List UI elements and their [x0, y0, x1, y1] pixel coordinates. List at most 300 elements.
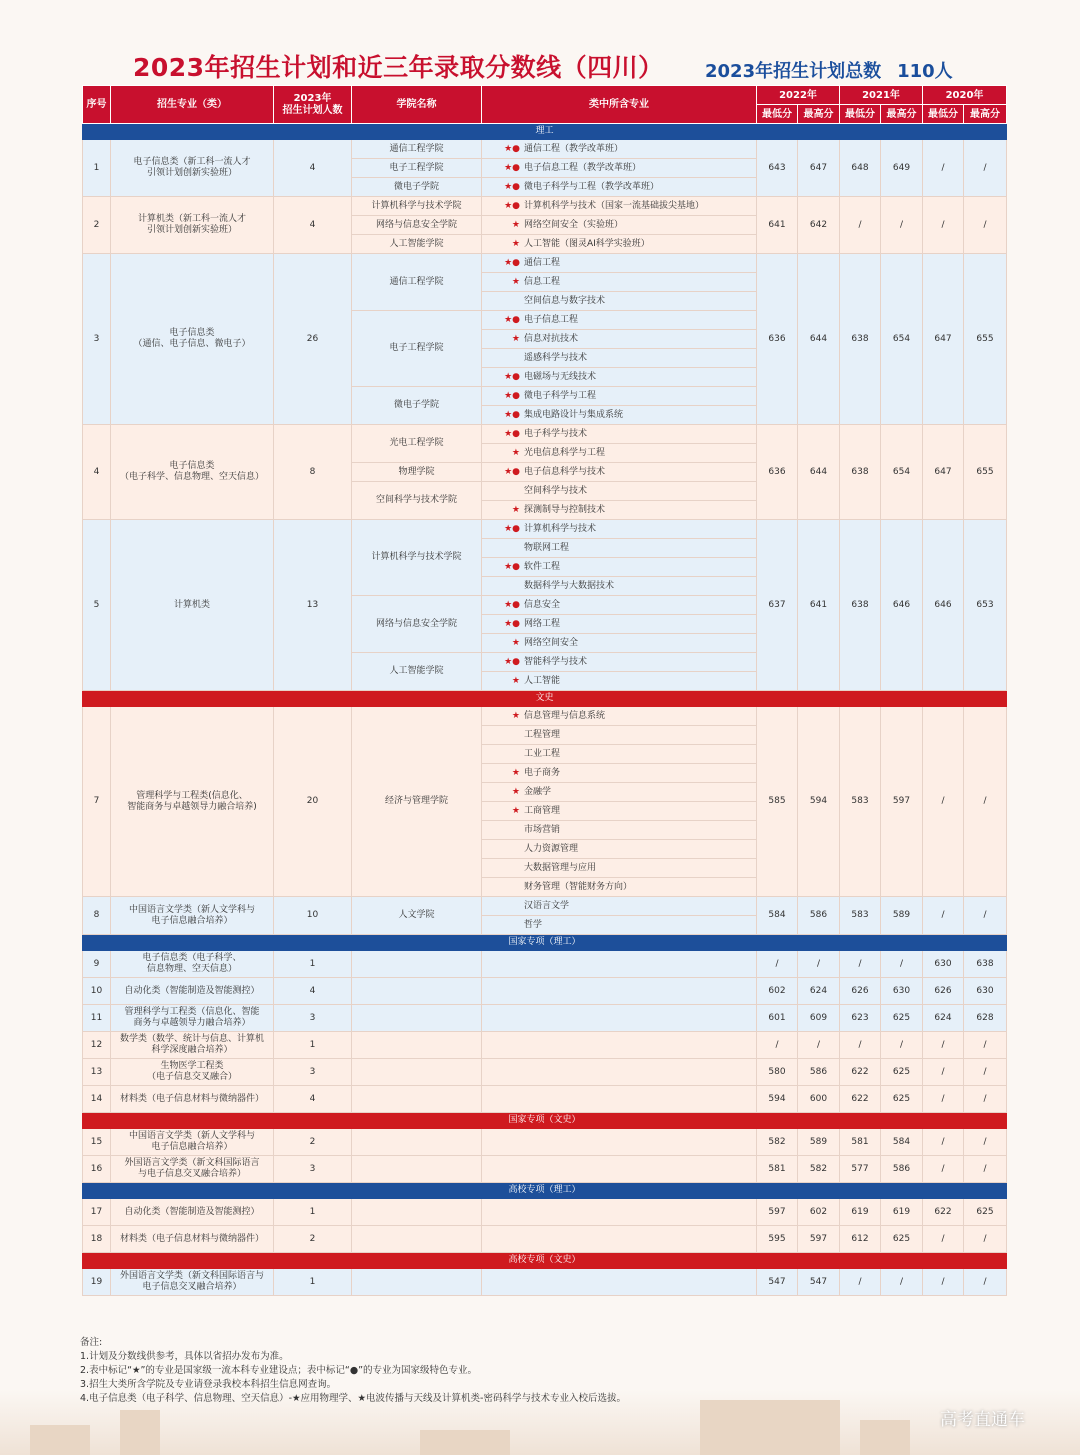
cell-score: / [881, 951, 923, 978]
cell-score: / [881, 197, 923, 254]
cell-score: / [923, 197, 964, 254]
cell-score: / [923, 897, 964, 935]
cell-score: 622 [923, 1199, 964, 1226]
cell-sub-major [482, 764, 757, 783]
header-min: 最低分 [757, 105, 798, 124]
table-row [83, 1269, 1007, 1296]
cell-score: 628 [964, 1005, 1007, 1032]
cell-college: 计算机科学与技术学院 [352, 520, 482, 596]
table-row [83, 951, 1007, 978]
cell-score: 630 [964, 978, 1007, 1005]
cell-score: 638 [964, 951, 1007, 978]
cell-score: 594 [798, 707, 840, 897]
cell-score: / [757, 951, 798, 978]
cell-score: / [964, 1226, 1007, 1253]
cell-score: / [798, 951, 840, 978]
cell-college [352, 1005, 482, 1032]
cell-score: 602 [757, 978, 798, 1005]
cell-score: / [923, 140, 964, 197]
cell-college [352, 1156, 482, 1183]
cell-score: 584 [757, 897, 798, 935]
cell-plan: 1 [274, 1199, 352, 1226]
cell-major: 自动化类（智能制造及智能测控） [111, 1199, 274, 1226]
table-row [83, 897, 1007, 916]
cell-college: 物理学院 [352, 463, 482, 482]
cell-score: 642 [798, 197, 840, 254]
cell-plan: 20 [274, 707, 352, 897]
cell-score: 581 [757, 1156, 798, 1183]
section-header: 高校专项（理工） [83, 1183, 1007, 1199]
sub-major-name: 计算机科学与技术 [524, 523, 597, 534]
rank-marker-icon: ★● [504, 618, 520, 629]
cell-score: 624 [798, 978, 840, 1005]
cell-score: / [964, 1156, 1007, 1183]
cell-score: / [840, 951, 881, 978]
rank-marker-icon: ★● [504, 409, 520, 420]
cell-score: / [798, 1032, 840, 1059]
cell-no: 9 [83, 951, 111, 978]
cell-major: 计算机类 [111, 520, 274, 691]
cell-sub-major [482, 349, 757, 368]
cell-college: 网络与信息安全学院 [352, 216, 482, 235]
sub-major-name: 计算机科学与技术（国家一流基础拔尖基地） [524, 200, 705, 211]
rank-marker-icon: ★● [504, 200, 520, 211]
cell-no: 15 [83, 1129, 111, 1156]
rank-marker-icon: ★● [504, 599, 520, 610]
cell-major: 自动化类（智能制造及智能测控） [111, 978, 274, 1005]
sub-major-name: 探测制导与控制技术 [524, 504, 606, 515]
sub-major-name: 空间科学与技术 [524, 485, 588, 496]
cell-sub-major [482, 726, 757, 745]
sub-major-name: 大数据管理与应用 [524, 862, 597, 873]
table-row [83, 140, 1007, 159]
cell-score: 623 [840, 1005, 881, 1032]
cell-plan: 1 [274, 1269, 352, 1296]
cell-plan: 4 [274, 978, 352, 1005]
sub-major-name: 财务管理（智能财务方向） [524, 881, 633, 892]
rank-marker-icon: ★● [504, 162, 520, 173]
table-row [83, 1199, 1007, 1226]
cell-score: / [923, 1269, 964, 1296]
sub-major-name: 电子信息科学与技术 [524, 466, 606, 477]
cell-sub-major [482, 197, 757, 216]
rank-marker-icon: ★● [504, 466, 520, 477]
cell-plan: 13 [274, 520, 352, 691]
cell-college [352, 1032, 482, 1059]
rank-marker-icon: ★● [504, 314, 520, 325]
cell-sub-major [482, 1086, 757, 1113]
cell-no: 8 [83, 897, 111, 935]
cell-score: 583 [840, 707, 881, 897]
sub-major-name: 物联网工程 [524, 542, 570, 553]
cell-plan: 1 [274, 951, 352, 978]
rank-marker-icon: ★ [511, 710, 520, 721]
cell-score: 644 [798, 254, 840, 425]
cell-sub-major [482, 216, 757, 235]
cell-college: 人工智能学院 [352, 235, 482, 254]
cell-major: 数学类（数学、统计与信息、计算机 科学深度融合培养） [111, 1032, 274, 1059]
sub-major-name: 信息安全 [524, 599, 561, 610]
cell-score: / [923, 1226, 964, 1253]
cell-major: 中国语言文学类（新人文学科与 电子信息融合培养） [111, 1129, 274, 1156]
cell-sub-major [482, 178, 757, 197]
table-row [83, 1156, 1007, 1183]
cell-major: 电子信息类（电子科学、 信息物理、空天信息） [111, 951, 274, 978]
rank-marker-icon: ★● [504, 561, 520, 572]
cell-college [352, 1086, 482, 1113]
building-decoration [700, 1400, 840, 1455]
cell-score: 648 [840, 140, 881, 197]
rank-marker-icon: ★ [511, 276, 520, 287]
cell-score: 630 [881, 978, 923, 1005]
cell-score: 597 [757, 1199, 798, 1226]
cell-score: 653 [964, 520, 1007, 691]
sub-major-name: 信息工程 [524, 276, 561, 287]
cell-sub-major [482, 634, 757, 653]
header-max: 最高分 [798, 105, 840, 124]
header-min: 最低分 [923, 105, 964, 124]
cell-score: / [923, 1059, 964, 1086]
rank-marker-icon: ★● [504, 390, 520, 401]
cell-major: 管理科学与工程类（信息化、智能 商务与卓越领导力融合培养） [111, 1005, 274, 1032]
header-2021: 2021年 [840, 86, 923, 105]
rank-marker-icon: ★ [511, 238, 520, 249]
cell-sub-major [482, 707, 757, 726]
cell-score: 609 [798, 1005, 840, 1032]
cell-plan: 4 [274, 1086, 352, 1113]
note-line: 3.招生大类所含学院及专业请登录我校本科招生信息网查询。 [80, 1379, 337, 1390]
cell-plan: 2 [274, 1129, 352, 1156]
page-title: 2023年招生计划和近三年录取分数线（四川） [133, 53, 664, 82]
cell-sub-major [482, 840, 757, 859]
cell-score: 577 [840, 1156, 881, 1183]
rank-marker-icon: ★ [511, 447, 520, 458]
cell-score: / [964, 1269, 1007, 1296]
cell-sub-major [482, 1226, 757, 1253]
cell-college: 电子工程学院 [352, 311, 482, 387]
cell-score: / [881, 1032, 923, 1059]
cell-sub-major [482, 140, 757, 159]
sub-major-name: 人工智能（图灵AI科学实验班） [524, 238, 650, 249]
cell-score: 643 [757, 140, 798, 197]
cell-sub-major [482, 520, 757, 539]
table-row [83, 978, 1007, 1005]
cell-sub-major [482, 745, 757, 764]
cell-college [352, 978, 482, 1005]
section-header: 国家专项（文史） [83, 1113, 1007, 1129]
sub-major-name: 微电子科学与工程（教学改革班） [524, 181, 660, 192]
cell-sub-major [482, 1129, 757, 1156]
rank-marker-icon: ★● [504, 371, 520, 382]
header-sub: 类中所含专业 [482, 86, 757, 124]
rank-marker-icon: ★ [511, 786, 520, 797]
sub-major-name: 集成电路设计与集成系统 [524, 409, 624, 420]
cell-no: 4 [83, 425, 111, 520]
cell-sub-major [482, 292, 757, 311]
cell-college: 人工智能学院 [352, 653, 482, 691]
table-row [83, 520, 1007, 539]
rank-marker-icon: ★● [504, 523, 520, 534]
cell-score: 636 [757, 254, 798, 425]
sub-major-name: 智能科学与技术 [524, 656, 588, 667]
sub-major-name: 光电信息科学与工程 [524, 447, 606, 458]
cell-sub-major [482, 1269, 757, 1296]
cell-college [352, 1199, 482, 1226]
rank-marker-icon: ★● [504, 181, 520, 192]
cell-sub-major [482, 444, 757, 463]
sub-major-name: 金融学 [524, 786, 552, 797]
cell-no: 10 [83, 978, 111, 1005]
cell-plan: 3 [274, 1005, 352, 1032]
cell-score: 583 [840, 897, 881, 935]
cell-score: / [964, 140, 1007, 197]
cell-score: 625 [881, 1005, 923, 1032]
sub-major-name: 工程管理 [524, 729, 561, 740]
cell-score: 626 [840, 978, 881, 1005]
cell-score: 584 [881, 1129, 923, 1156]
cell-score: / [923, 1086, 964, 1113]
cell-score: / [840, 197, 881, 254]
rank-marker-icon: ★ [511, 675, 520, 686]
cell-sub-major [482, 235, 757, 254]
cell-college [352, 1269, 482, 1296]
building-decoration [420, 1430, 510, 1455]
cell-college: 计算机科学与技术学院 [352, 197, 482, 216]
cell-college [352, 1059, 482, 1086]
notes [80, 1336, 980, 1406]
cell-major: 计算机类（新工科一流人才 引领计划创新实验班） [111, 197, 274, 254]
cell-sub-major [482, 1156, 757, 1183]
plan-total [705, 57, 953, 83]
cell-score: / [964, 197, 1007, 254]
note-line: 1.计划及分数线供参考，具体以省招办发布为准。 [80, 1351, 289, 1362]
cell-no: 12 [83, 1032, 111, 1059]
cell-score: 586 [881, 1156, 923, 1183]
cell-sub-major [482, 951, 757, 978]
admission-table [82, 85, 1007, 1296]
cell-score: 582 [798, 1156, 840, 1183]
sub-major-name: 电子信息工程（教学改革班） [524, 162, 642, 173]
sub-major-name: 信息对抗技术 [524, 333, 579, 344]
cell-score: 619 [840, 1199, 881, 1226]
cell-sub-major [482, 916, 757, 935]
cell-score: 594 [757, 1086, 798, 1113]
cell-score: 612 [840, 1226, 881, 1253]
cell-major: 生物医学工程类 （电子信息交叉融合） [111, 1059, 274, 1086]
rank-marker-icon: ★ [511, 219, 520, 230]
cell-sub-major [482, 615, 757, 634]
sub-major-name: 遥感科学与技术 [524, 352, 588, 363]
cell-sub-major [482, 672, 757, 691]
cell-plan: 3 [274, 1156, 352, 1183]
cell-sub-major [482, 482, 757, 501]
cell-score: 585 [757, 707, 798, 897]
header-max: 最高分 [881, 105, 923, 124]
cell-college [352, 1129, 482, 1156]
watermark: 高考直通车 [940, 1410, 1025, 1430]
cell-sub-major [482, 539, 757, 558]
cell-score: 600 [798, 1086, 840, 1113]
table-row [83, 1226, 1007, 1253]
cell-sub-major [482, 387, 757, 406]
cell-score: 638 [840, 520, 881, 691]
header-min: 最低分 [840, 105, 881, 124]
rank-marker-icon: ★ [511, 805, 520, 816]
cell-no: 7 [83, 707, 111, 897]
cell-score: 655 [964, 254, 1007, 425]
cell-major: 外国语言文学类（新文科国际语言 与电子信息交叉融合培养） [111, 1156, 274, 1183]
cell-score: 625 [881, 1059, 923, 1086]
plan-total-value: 110人 [897, 61, 953, 82]
cell-score: 647 [923, 425, 964, 520]
cell-plan: 4 [274, 197, 352, 254]
cell-score: 641 [798, 520, 840, 691]
cell-score: 597 [798, 1226, 840, 1253]
cell-college: 网络与信息安全学院 [352, 596, 482, 653]
cell-major: 管理科学与工程类(信息化、 智能商务与卓越领导力融合培养) [111, 707, 274, 897]
cell-score: 601 [757, 1005, 798, 1032]
cell-score: 637 [757, 520, 798, 691]
cell-no: 17 [83, 1199, 111, 1226]
cell-college: 通信工程学院 [352, 140, 482, 159]
cell-sub-major [482, 159, 757, 178]
cell-score: 636 [757, 425, 798, 520]
cell-sub-major [482, 406, 757, 425]
sub-major-name: 电磁场与无线技术 [524, 371, 597, 382]
cell-college: 人文学院 [352, 897, 482, 935]
cell-score: 638 [840, 254, 881, 425]
cell-sub-major [482, 802, 757, 821]
cell-sub-major [482, 368, 757, 387]
cell-no: 19 [83, 1269, 111, 1296]
cell-no: 18 [83, 1226, 111, 1253]
cell-score: 644 [798, 425, 840, 520]
sub-major-name: 网络工程 [524, 618, 561, 629]
cell-score: 586 [798, 897, 840, 935]
header-plan: 2023年 招生计划人数 [274, 86, 352, 124]
note-line: 备注: [80, 1337, 103, 1348]
cell-score: 624 [923, 1005, 964, 1032]
cell-score: / [923, 1032, 964, 1059]
cell-score: 589 [881, 897, 923, 935]
cell-college [352, 1226, 482, 1253]
note-line: 4.电子信息类（电子科学、信息物理、空天信息）-★应用物理学、★电波传播与天线及计算机类-密码科学与技术专业入校后选拔。 [80, 1393, 626, 1404]
cell-score: 602 [798, 1199, 840, 1226]
cell-no: 1 [83, 140, 111, 197]
rank-marker-icon: ★● [504, 656, 520, 667]
cell-score: 654 [881, 425, 923, 520]
cell-score: 638 [840, 425, 881, 520]
cell-college [352, 951, 482, 978]
cell-score: / [964, 897, 1007, 935]
sub-major-name: 空间信息与数字技术 [524, 295, 606, 306]
section-header: 高校专项（文史） [83, 1253, 1007, 1269]
cell-sub-major [482, 577, 757, 596]
cell-sub-major [482, 897, 757, 916]
cell-major: 材料类（电子信息材料与微纳器件） [111, 1226, 274, 1253]
table-row [83, 707, 1007, 726]
cell-score: 646 [923, 520, 964, 691]
cell-score: 626 [923, 978, 964, 1005]
cell-score: 625 [881, 1086, 923, 1113]
sub-major-name: 信息管理与信息系统 [524, 710, 606, 721]
cell-no: 16 [83, 1156, 111, 1183]
cell-college: 光电工程学院 [352, 425, 482, 463]
table-row [83, 1086, 1007, 1113]
cell-score: 619 [881, 1199, 923, 1226]
sub-major-name: 汉语言文学 [524, 900, 570, 911]
header-2022: 2022年 [757, 86, 840, 105]
cell-college: 微电子学院 [352, 387, 482, 425]
section-header: 文史 [83, 691, 1007, 707]
cell-score: / [923, 1129, 964, 1156]
cell-score: 641 [757, 197, 798, 254]
cell-score: 625 [881, 1226, 923, 1253]
section-header: 国家专项（理工） [83, 935, 1007, 951]
header-major: 招生专业（类） [111, 86, 274, 124]
cell-plan: 1 [274, 1032, 352, 1059]
cell-sub-major [482, 878, 757, 897]
sub-major-name: 数据科学与大数据技术 [524, 580, 615, 591]
header-college: 学院名称 [352, 86, 482, 124]
cell-score: 595 [757, 1226, 798, 1253]
cell-college: 经济与管理学院 [352, 707, 482, 897]
cell-score: 647 [798, 140, 840, 197]
rank-marker-icon: ★ [511, 504, 520, 515]
cell-sub-major [482, 273, 757, 292]
sub-major-name: 工业工程 [524, 748, 561, 759]
cell-score: 547 [757, 1269, 798, 1296]
cell-sub-major [482, 783, 757, 802]
cell-no: 2 [83, 197, 111, 254]
cell-college: 空间科学与技术学院 [352, 482, 482, 520]
cell-college: 通信工程学院 [352, 254, 482, 311]
cell-no: 13 [83, 1059, 111, 1086]
cell-score: / [840, 1032, 881, 1059]
building-decoration [30, 1425, 90, 1455]
cell-no: 11 [83, 1005, 111, 1032]
cell-plan: 4 [274, 140, 352, 197]
cell-plan: 2 [274, 1226, 352, 1253]
cell-plan: 26 [274, 254, 352, 425]
cell-score: 630 [923, 951, 964, 978]
cell-no: 14 [83, 1086, 111, 1113]
cell-sub-major [482, 254, 757, 273]
cell-college: 微电子学院 [352, 178, 482, 197]
cell-score: 622 [840, 1059, 881, 1086]
sub-major-name: 工商管理 [524, 805, 561, 816]
sub-major-name: 电子商务 [524, 767, 561, 778]
cell-plan: 8 [274, 425, 352, 520]
table-row [83, 1059, 1007, 1086]
cell-major: 外国语言文学类（新文科国际语言与 电子信息交叉融合培养） [111, 1269, 274, 1296]
rank-marker-icon: ★● [504, 428, 520, 439]
cell-sub-major [482, 1032, 757, 1059]
sub-major-name: 网络空间安全（实验班） [524, 219, 624, 230]
cell-major: 电子信息类（新工科一流人才 引领计划创新实验班） [111, 140, 274, 197]
cell-score: 581 [840, 1129, 881, 1156]
cell-score: / [964, 1129, 1007, 1156]
cell-score: / [964, 1032, 1007, 1059]
plan-total-label: 2023年招生计划总数 [705, 61, 882, 82]
cell-score: 547 [798, 1269, 840, 1296]
sub-major-name: 电子信息工程 [524, 314, 579, 325]
sub-major-name: 市场营销 [524, 824, 561, 835]
cell-sub-major [482, 859, 757, 878]
table-row [83, 254, 1007, 273]
cell-sub-major [482, 311, 757, 330]
table-row [83, 1032, 1007, 1059]
